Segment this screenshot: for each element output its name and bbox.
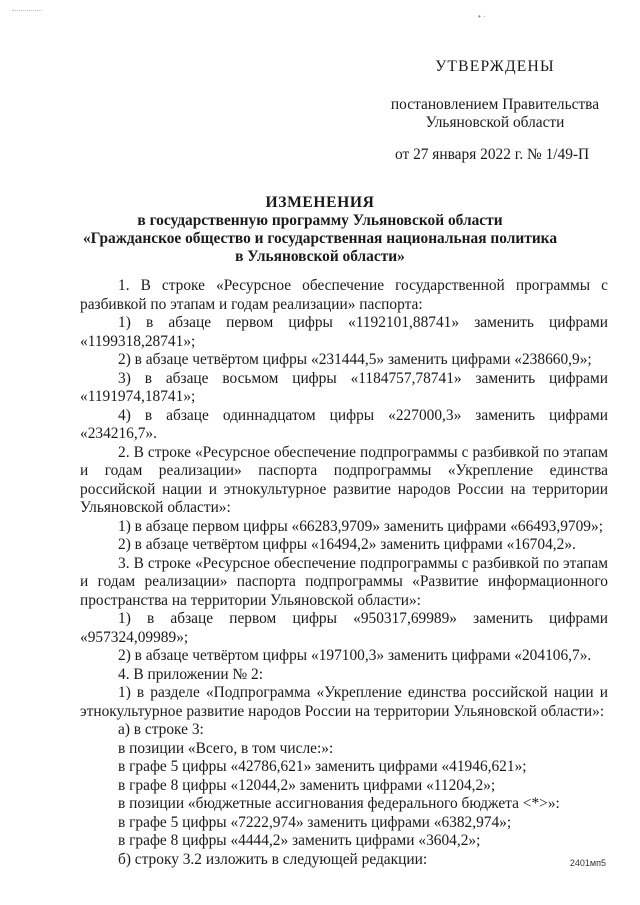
- document-subtitle-1: в государственную программу Ульяновской области: [137, 212, 503, 229]
- paragraph-1-4: 4) в абзаце одиннадцатом цифры «227000,3» заменить цифрами «234216,7».: [80, 406, 608, 442]
- paragraph-3-1: 1) в абзаце первом цифры «950317,69989» заменить цифрами «957324,09989»;: [80, 610, 608, 646]
- scan-dot-icon: • ·: [478, 12, 486, 21]
- scan-mark: [12, 10, 42, 11]
- document-subtitle-3: в Ульяновской области»: [235, 248, 405, 265]
- document-title: ИЗМЕНЕНИЯ: [265, 194, 375, 211]
- document-subtitle-2: «Гражданское общество и государственная национальная политика: [82, 230, 558, 247]
- paragraph-4: 4. В приложении № 2:: [118, 665, 263, 683]
- paragraph-1: 1. В строке «Ресурсное обеспечение государственной программы с разбивкой по этапам и годам реализации» паспорта:: [80, 277, 608, 313]
- approval-line-1: постановлением Правительства: [390, 96, 600, 113]
- paragraph-1-1: 1) в абзаце первом цифры «1192101,88741» заменить цифрами «1199318,28741»;: [80, 314, 608, 350]
- paragraph-position-federal: в позиции «бюджетные ассигнования федерального бюджета <*>»:: [118, 795, 560, 812]
- paragraph-column-5-federal: в графе 5 цифры «7222,974» заменить цифрами «6382,974»;: [118, 813, 512, 831]
- paragraph-2-1: 1) в абзаце первом цифры «66283,9709» заменить цифрами «66493,9709»;: [118, 517, 603, 535]
- paragraph-2-2: 2) в абзаце четвёртом цифры «16494,2» заменить цифрами «16704,2».: [118, 536, 576, 553]
- paragraph-1-2: 2) в абзаце четвёртом цифры «231444,5» заменить цифрами «238660,9»;: [118, 351, 592, 368]
- paragraph-position-total: в позиции «Всего, в том числе:»:: [118, 739, 334, 757]
- document-body: [80, 277, 608, 869]
- paragraph-3-2: 2) в абзаце четвёртом цифры «197100,3» заменить цифрами «204106,7».: [118, 647, 592, 664]
- paragraph-4-1-b: б) строку 3.2 изложить в следующей редакции:: [118, 850, 428, 868]
- paragraph-column-5: в графе 5 цифры «42786,621» заменить цифрами «41946,621»;: [118, 758, 527, 775]
- paragraph-column-8: в графе 8 цифры «12044,2» заменить цифрами «11204,2»;: [118, 776, 496, 794]
- paragraph-2: 2. В строке «Ресурсное обеспечение подпрограммы с разбивкой по этапам и годам реализации» паспорта подпрограммы «Укрепление единства российской нации и этнокультурное развитие народов России на территории Ульяновской области»:: [80, 443, 608, 516]
- footer-code: 2401мп5: [569, 858, 606, 868]
- paragraph-column-8-federal: в графе 8 цифры «4444,2» заменить цифрами «3604,2»;: [118, 832, 481, 849]
- paragraph-1-3: 3) в абзаце восьмом цифры «1184757,78741» заменить цифрами «1191974,18741»;: [80, 369, 608, 405]
- approval-date: от 27 января 2022 г. № 1/49-П: [395, 146, 590, 163]
- approval-title: УТВЕРЖДЕНЫ: [435, 58, 555, 75]
- paragraph-3: 3. В строке «Ресурсное обеспечение подпрограммы с разбивкой по этапам и годам реализации» паспорта подпрограммы «Развитие информационного пространства на территории Ульяновской области»:: [80, 554, 608, 609]
- approval-line-2: Ульяновской области: [425, 114, 565, 131]
- paragraph-4-1-a: а) в строке 3:: [118, 721, 204, 738]
- paragraph-4-1: 1) в разделе «Подпрограмма «Укрепление единства российской нации и этнокультурное развитие народов России на территории Ульяновской области»:: [80, 684, 608, 720]
